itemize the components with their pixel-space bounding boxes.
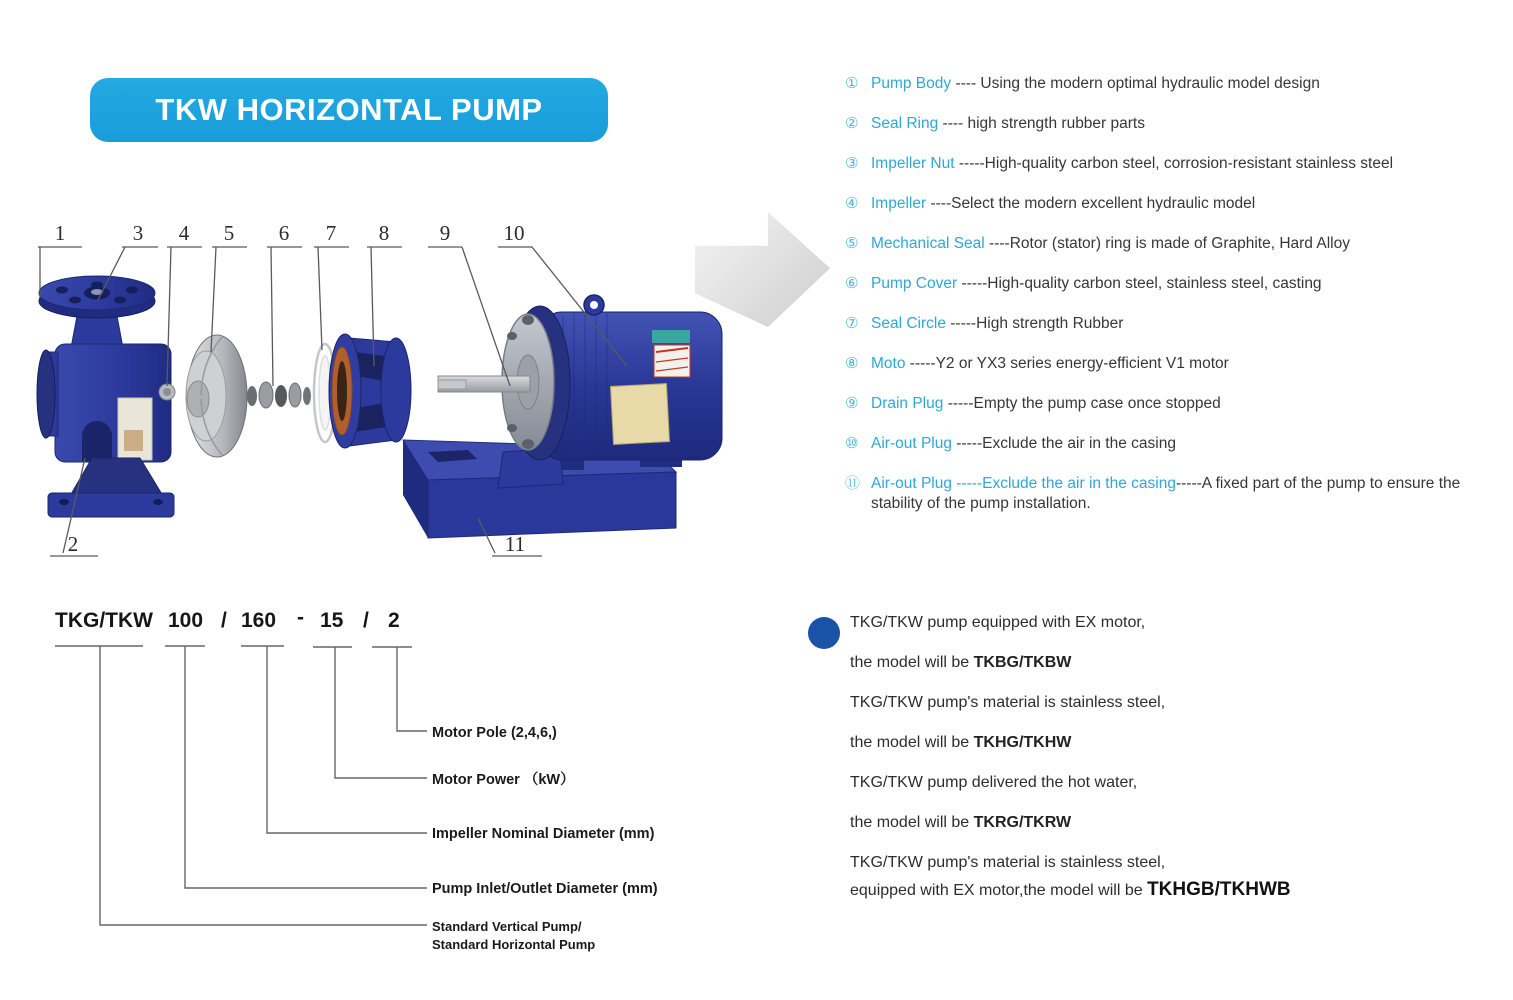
- part-desc: -----Exclude the air in the casing: [956, 435, 1176, 452]
- callout-6: 6: [278, 221, 290, 245]
- part-name: Seal Circle: [871, 315, 946, 332]
- part-desc: ----Select the modern excellent hydraulic model: [930, 195, 1256, 212]
- label-standard-1: Standard Vertical Pump/: [432, 919, 582, 934]
- part-name: Moto: [871, 355, 906, 372]
- model-code-tree-lines: [55, 646, 427, 925]
- label-motor-power: Motor Power （kW）: [432, 772, 575, 788]
- model-impeller: 160: [241, 609, 277, 632]
- model-code-labels: [432, 725, 658, 952]
- part-desc: -----High strength Rubber: [950, 315, 1124, 332]
- label-standard-2: Standard Horizontal Pump: [432, 937, 596, 952]
- part-desc-highlight: -----Exclude the air in the casing: [956, 475, 1176, 492]
- callout-11: 11: [504, 532, 526, 556]
- circled-number-9: ⑨: [845, 395, 859, 412]
- callout-5: 5: [223, 221, 235, 245]
- callout-3: 3: [132, 221, 144, 245]
- note-line: the model will be TKBG/TKBW: [850, 654, 1072, 671]
- bullet-circle-icon: [808, 617, 840, 649]
- part-desc: ---- high strength rubber parts: [942, 115, 1145, 132]
- circled-number-3: ③: [845, 155, 859, 172]
- part-name: Air-out Plug: [871, 435, 952, 452]
- callout-4: 4: [178, 221, 190, 245]
- model-sep2: -: [297, 606, 304, 629]
- circled-number-1: ①: [845, 75, 859, 92]
- callout-1: 1: [54, 221, 66, 245]
- note-line: TKG/TKW pump equipped with EX motor,: [850, 614, 1146, 631]
- note-line: TKG/TKW pump's material is stainless steel,: [850, 854, 1166, 871]
- callout-8: 8: [378, 221, 390, 245]
- circled-number-5: ⑤: [845, 235, 859, 252]
- note-line: the model will be TKRG/TKRW: [850, 814, 1072, 831]
- label-impeller-dia: Impeller Nominal Diameter (mm): [432, 826, 655, 842]
- label-motor-pole: Motor Pole (2,4,6,): [432, 725, 557, 741]
- circled-number-8: ⑧: [845, 355, 859, 372]
- part-name: Impeller Nut: [871, 155, 955, 172]
- part-name: Impeller: [871, 195, 927, 212]
- model-sep3: /: [363, 609, 369, 632]
- part-name: Air-out Plug: [871, 475, 952, 492]
- part-desc: ----Rotor (stator) ring is made of Graphite, Hard Alloy: [989, 235, 1350, 252]
- model-power: 15: [320, 609, 344, 632]
- circled-number-10: ⑩: [845, 435, 859, 452]
- part-desc: -----Y2 or YX3 series energy-efficient V1 motor: [909, 355, 1229, 372]
- model-sep1: /: [221, 609, 227, 632]
- model-code-tkhgb: TKHGB/TKHWB: [1147, 879, 1291, 900]
- part-name: Pump Body: [871, 75, 952, 92]
- part-name: Drain Plug: [871, 395, 944, 412]
- part-name: Mechanical Seal: [871, 235, 985, 252]
- label-inlet-outlet: Pump Inlet/Outlet Diameter (mm): [432, 881, 658, 897]
- model-variant-notes: [850, 614, 1480, 900]
- note-line: TKG/TKW pump's material is stainless steel,: [850, 694, 1166, 711]
- callout-7: 7: [325, 221, 337, 245]
- circled-number-4: ④: [845, 195, 859, 212]
- part-desc: -----High-quality carbon steel, corrosion-resistant stainless steel: [958, 155, 1394, 172]
- part-desc: -----High-quality carbon steel, stainless steel, casting: [961, 275, 1322, 292]
- callout-10: 10: [503, 221, 525, 245]
- circled-number-6: ⑥: [845, 275, 859, 292]
- page-title: TKW HORIZONTAL PUMP: [155, 92, 543, 127]
- model-pole: 2: [388, 609, 400, 632]
- model-code-tkhg: TKHG/TKHW: [973, 734, 1072, 751]
- circled-number-7: ⑦: [845, 315, 859, 332]
- model-code-text: [55, 606, 400, 632]
- model-code-tkbg: TKBG/TKBW: [973, 654, 1072, 671]
- note-line: equipped with EX motor,the model will be TKHGB/TKHWB: [850, 879, 1291, 900]
- callout-2: 2: [67, 532, 79, 556]
- note-line: the model will be TKHG/TKHW: [850, 734, 1072, 751]
- part-name: Seal Ring: [871, 115, 939, 132]
- model-code-tkrg: TKRG/TKRW: [973, 814, 1072, 831]
- circled-number-11: ⑪: [845, 475, 861, 492]
- part-desc: -----A fixed part of the pump to ensure the stability of the pump installation.: [871, 475, 1461, 512]
- circled-number-2: ②: [845, 115, 859, 132]
- note-line: TKG/TKW pump delivered the hot water,: [850, 774, 1138, 791]
- part-name: Pump Cover: [871, 275, 958, 292]
- model-inlet: 100: [168, 609, 204, 632]
- callout-9: 9: [439, 221, 451, 245]
- part-desc: -----Empty the pump case once stopped: [947, 395, 1221, 412]
- part-desc: ---- Using the modern optimal hydraulic model design: [955, 75, 1320, 92]
- model-series: TKG/TKW: [55, 609, 153, 632]
